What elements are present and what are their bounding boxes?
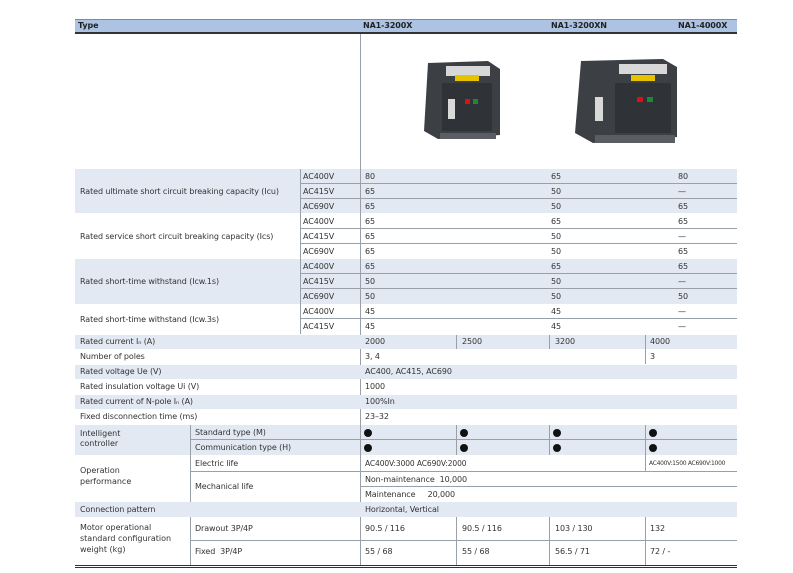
value-cell: 90.5 / 116 — [462, 524, 502, 533]
value-cell: 90.5 / 116 — [365, 524, 405, 533]
voltage-label: AC415V — [303, 322, 335, 331]
label-mechanical-life: Mechanical life — [195, 482, 254, 491]
label-icu: Rated ultimate short circuit breaking capacity (Icu) — [80, 187, 279, 196]
label-line: standard configuration — [80, 534, 172, 543]
header-type-label: Type — [78, 21, 99, 30]
value-cell: 45 — [365, 322, 375, 331]
value-cell: 65 — [551, 172, 561, 181]
value-cell: 2000 — [365, 337, 385, 346]
breaker-image-na1-3200x — [418, 55, 508, 145]
row-divider — [300, 198, 737, 199]
value-cell: 50 — [551, 292, 561, 301]
value-cell: 100%In — [365, 397, 395, 406]
voltage-label: AC690V — [303, 292, 335, 301]
value-cell: 50 — [551, 277, 561, 286]
label-line: weight (kg) — [80, 545, 126, 554]
value-electric-life: AC400V:3000 AC690V:2000 — [365, 459, 467, 468]
label-insulation-voltage: Rated insulation voltage Ui (V) — [80, 382, 200, 391]
value-cell: AC400, AC415, AC690 — [365, 367, 452, 376]
label-connection-pattern: Connection pattern — [80, 505, 156, 514]
value-cell: 1000 — [365, 382, 385, 391]
value-cell: 65 — [678, 202, 688, 211]
value-maintenance: Maintenance 20,000 — [365, 490, 456, 499]
value-cell: 65 — [365, 217, 375, 226]
label-rated-current: Rated current Iₙ (A) — [80, 337, 156, 346]
value-cell: 65 — [551, 262, 561, 271]
header-model-na1-3200x: NA1-3200X — [363, 21, 413, 30]
value-cell: — — [678, 307, 686, 316]
label-motor-weight — [80, 522, 171, 555]
value-cell: 65 — [365, 262, 375, 271]
label-icw3s: Rated short-time withstand (Icw.3s) — [80, 315, 220, 324]
label-line: Intelligent — [80, 429, 121, 438]
row-band — [75, 335, 737, 349]
col-divider — [645, 425, 646, 471]
label-ics: Rated service short circuit breaking capacity (Ics) — [80, 232, 274, 241]
value-cell: 45 — [365, 307, 375, 316]
voltage-label: AC690V — [303, 247, 335, 256]
row-divider — [190, 540, 737, 541]
value-cell: 23–32 — [365, 412, 389, 421]
col-divider — [549, 425, 550, 455]
row-divider — [75, 213, 737, 214]
value-cell: — — [678, 187, 686, 196]
col-divider-sublabel — [190, 425, 191, 502]
label-drawout: Drawout 3P/4P — [195, 524, 253, 533]
value-cell: — — [678, 277, 686, 286]
col-divider — [549, 335, 550, 349]
voltage-label: AC400V — [303, 172, 335, 181]
breaker-image-na1-3200xn — [571, 53, 686, 149]
value-cell: 45 — [551, 307, 561, 316]
value-cell: 2500 — [462, 337, 482, 346]
value-cell: 50 — [365, 277, 375, 286]
label-disconnection-time: Fixed disconnection time (ms) — [80, 412, 198, 421]
indicator-dot-icon — [364, 425, 372, 440]
label-operation-performance — [80, 465, 131, 487]
voltage-label: AC400V — [303, 217, 335, 226]
header-model-na1-4000x: NA1-4000X — [678, 21, 728, 30]
value-cell: 103 / 130 — [555, 524, 593, 533]
value-electric-life-4000: AC400V:1500 AC690V:1000 — [649, 460, 726, 467]
value-cell: 50 — [551, 247, 561, 256]
indicator-dot-icon — [649, 440, 657, 455]
row-divider — [300, 288, 737, 289]
col-divider — [549, 517, 550, 565]
value-cell: 72 / - — [650, 547, 671, 556]
value-cell: 50 — [365, 292, 375, 301]
value-cell: 50 — [551, 232, 561, 241]
row-divider — [300, 318, 737, 319]
value-cell: 65 — [365, 187, 375, 196]
col-divider — [456, 517, 457, 565]
value-cell: 56.5 / 71 — [555, 547, 590, 556]
label-line: controller — [80, 439, 119, 448]
label-line: Operation — [80, 466, 120, 475]
row-divider — [300, 228, 737, 229]
value-cell: 65 — [678, 247, 688, 256]
indicator-dot-icon — [553, 425, 561, 440]
col-divider — [456, 335, 457, 349]
value-cell: — — [678, 232, 686, 241]
voltage-label: AC415V — [303, 187, 335, 196]
value-cell: 65 — [365, 247, 375, 256]
voltage-label: AC415V — [303, 232, 335, 241]
col-divider — [645, 335, 646, 364]
header-model-na1-3200xn: NA1-3200XN — [551, 21, 607, 30]
value-cell: 65 — [551, 217, 561, 226]
voltage-label: AC415V — [303, 277, 335, 286]
label-communication-type: Communication type (H) — [195, 443, 292, 452]
label-standard-type: Standard type (M) — [195, 428, 266, 437]
voltage-label: AC400V — [303, 307, 335, 316]
value-cell: 45 — [551, 322, 561, 331]
value-cell: 55 / 68 — [365, 547, 393, 556]
label-line: Motor operational — [80, 523, 152, 532]
value-cell: 80 — [365, 172, 375, 181]
col-divider — [456, 425, 457, 455]
value-cell: 65 — [678, 262, 688, 271]
voltage-label: AC690V — [303, 202, 335, 211]
table-bottom-rule — [75, 567, 737, 568]
value-cell: 50 — [551, 202, 561, 211]
value-cell: 65 — [678, 217, 688, 226]
row-divider — [300, 183, 737, 184]
value-cell: 3200 — [555, 337, 575, 346]
row-divider — [300, 273, 737, 274]
label-fixed: Fixed 3P/4P — [195, 547, 243, 556]
value-connection-pattern: Horizontal, Vertical — [365, 505, 439, 514]
voltage-label: AC400V — [303, 262, 335, 271]
label-npole-current: Rated current of N-pole Iₙ (A) — [80, 397, 193, 406]
col-divider-sublabel — [300, 169, 301, 334]
label-intelligent-controller — [80, 429, 120, 449]
col-divider-sublabel — [190, 517, 191, 565]
row-divider — [300, 243, 737, 244]
indicator-dot-icon — [553, 440, 561, 455]
value-cell: 3, 4 — [365, 352, 380, 361]
value-cell: 4000 — [650, 337, 670, 346]
label-icw1s: Rated short-time withstand (Icw.1s) — [80, 277, 220, 286]
value-cell: 50 — [678, 292, 688, 301]
indicator-dot-icon — [460, 425, 468, 440]
indicator-dot-icon — [364, 440, 372, 455]
indicator-dot-icon — [649, 425, 657, 440]
table-bottom-rule — [75, 565, 737, 566]
row-band — [75, 425, 737, 455]
value-cell: 132 — [650, 524, 665, 533]
indicator-dot-icon — [460, 440, 468, 455]
col-divider — [645, 517, 646, 565]
value-cell: 3 — [650, 352, 655, 361]
value-non-maintenance: Non-maintenance 10,000 — [365, 475, 468, 484]
col-divider-values — [360, 424, 361, 566]
label-line: performance — [80, 477, 132, 486]
label-rated-voltage: Rated voltage Ue (V) — [80, 367, 162, 376]
value-cell: 65 — [365, 232, 375, 241]
value-cell: 80 — [678, 172, 688, 181]
value-cell: 65 — [365, 202, 375, 211]
value-cell: 50 — [551, 187, 561, 196]
label-poles: Number of poles — [80, 352, 145, 361]
label-electric-life: Electric life — [195, 459, 239, 468]
value-cell: 55 / 68 — [462, 547, 490, 556]
value-cell: — — [678, 322, 686, 331]
